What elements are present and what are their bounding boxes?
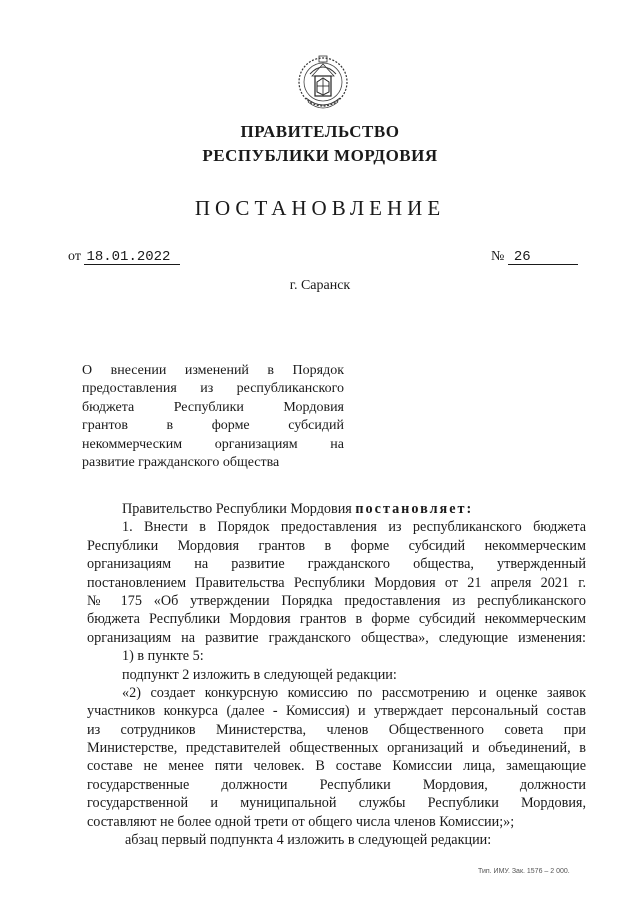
coat-of-arms-emblem [296, 52, 350, 116]
body-line: «2) создает конкурсную комиссию по рассмотрению и оценке заявок [122, 684, 586, 701]
intro-text: Правительство Республики Мордовия [122, 501, 352, 517]
body-line: участников конкурса (далее - Комиссия) и утверждает персональный состав [87, 703, 586, 720]
government-title-line2: РЕСПУБЛИКИ МОРДОВИЯ [202, 146, 438, 165]
body-line: 1) в пункте 5: [122, 648, 204, 665]
body-line: Республики Мордовия грантов в форме субсидий некоммерческим [87, 537, 586, 554]
intro-verb: постановляет: [355, 501, 474, 517]
subject-line: О внесении изменений в Порядок [82, 363, 344, 378]
subject-line: предоставления из республиканского [82, 381, 344, 397]
government-title-line1: ПРАВИТЕЛЬСТВО [240, 122, 400, 141]
document-body [87, 500, 586, 849]
subject-line: грантов в форме субсидий [82, 418, 344, 434]
number-prefix: № [491, 249, 505, 264]
body-line: Министерстве, представителей общественных организаций и объединений, в [87, 740, 586, 757]
number-value: 26 [508, 250, 578, 265]
subject-line: развитие гражданского общества [82, 454, 280, 470]
body-line: организациям на развитие гражданского общества, утвержденный [87, 556, 586, 573]
subject-line: бюджета Республики Мордовия [82, 399, 344, 415]
body-line: организациям на развитие гражданского общества», следующие изменения: [87, 629, 586, 646]
subject-line: некоммерческим организациям на [82, 436, 344, 452]
print-footer: Тип. ИМУ. Зак. 1576 – 2 000. [478, 868, 570, 875]
date-value: 18.01.2022 [84, 250, 180, 265]
body-line: государственной и муниципальной службы Республики Мордовия, [87, 795, 586, 812]
city: г. Саранск [289, 278, 351, 293]
body-line: № 175 «Об утверждении Порядка предоставления из республиканского [87, 592, 586, 609]
body-line: постановлением Правительства Республики Мордовия от 21 апреля 2021 г. [87, 574, 586, 591]
subject-block [82, 362, 344, 472]
intro-line [87, 500, 586, 518]
date-prefix: от [68, 249, 81, 264]
body-line: государственные должности Республики Мордовия, должности [87, 776, 586, 793]
body-line: составе не менее пяти человек. В составе Комиссии лица, замещающие [87, 758, 586, 775]
date-line [68, 249, 180, 265]
body-line: из сотрудников Министерства, членов Общественного совета при [87, 721, 586, 738]
body-line: бюджета Республики Мордовия грантов в форме субсидий некоммерческим [87, 611, 586, 628]
body-line: составляют не более одной трети от общего числа членов Комиссии;»; [87, 813, 515, 830]
body-line: абзац первый подпункта 4 изложить в следующей редакции: [125, 832, 492, 849]
document-type-title: ПОСТАНОВЛЕНИЕ [194, 196, 446, 220]
body-line: 1. Внести в Порядок предоставления из республиканского бюджета [122, 519, 586, 536]
number-line [491, 249, 578, 265]
body-line: подпункт 2 изложить в следующей редакции: [122, 666, 397, 683]
